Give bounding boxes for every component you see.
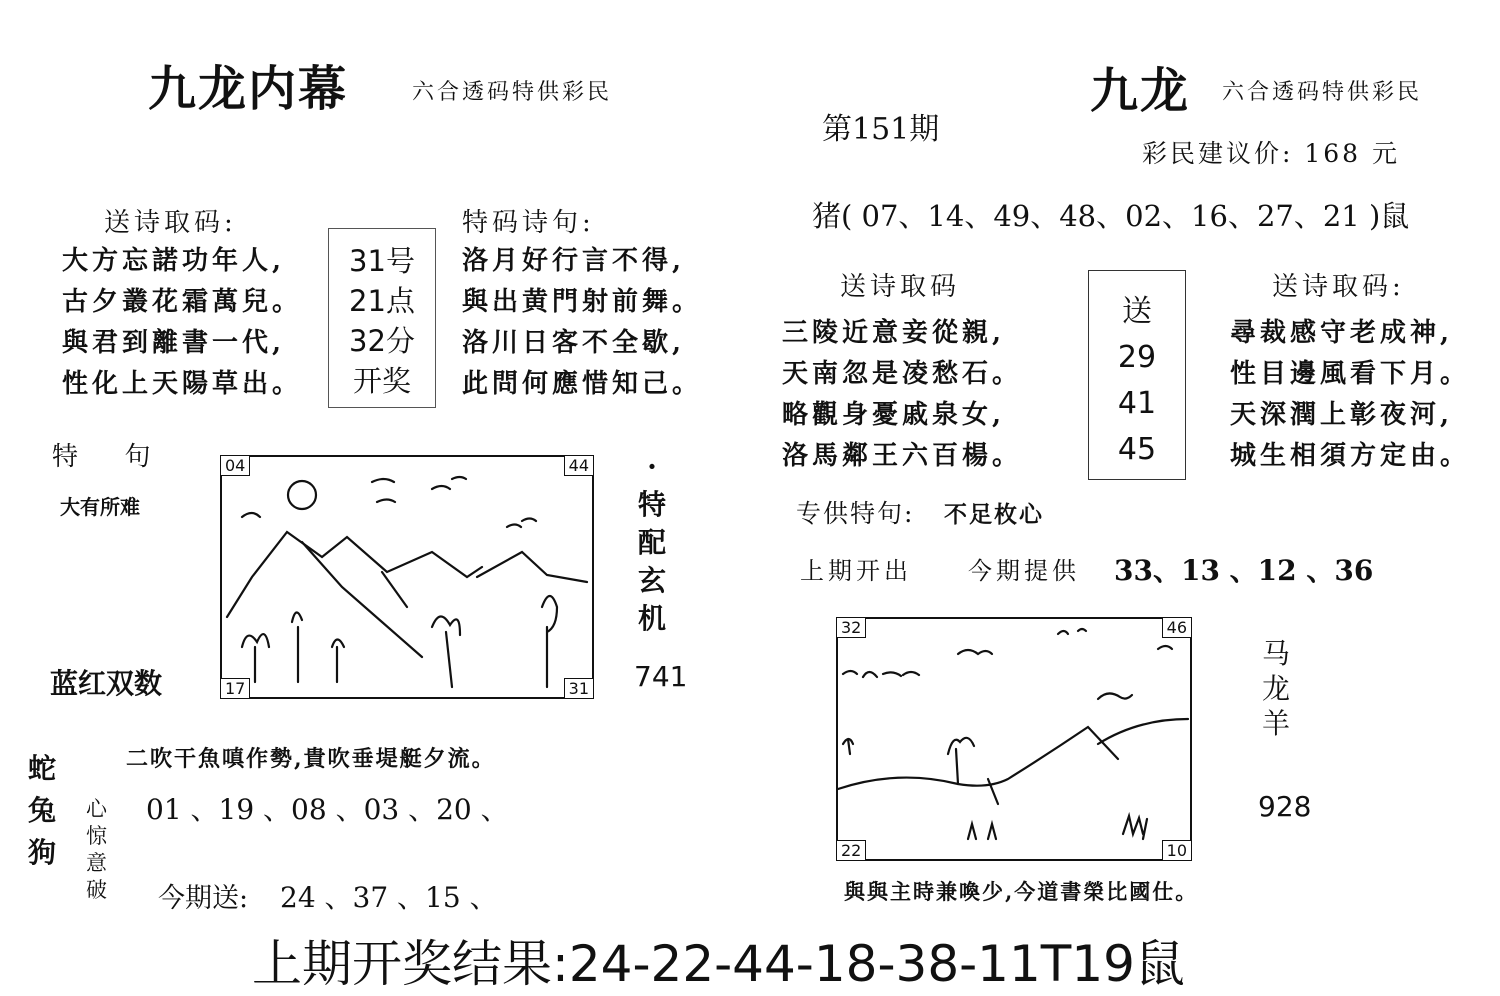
right-number: 928 xyxy=(1258,790,1312,823)
left-poem xyxy=(62,241,302,405)
hill-sketch xyxy=(838,619,1190,859)
side-label-left xyxy=(638,448,666,638)
char: 心 xyxy=(86,797,107,821)
poem-line: 與君到離書一代, xyxy=(62,328,286,358)
poem-line: 古夕叢花霜萬兒。 xyxy=(62,287,303,317)
poem-line: 性目邊風看下月。 xyxy=(1230,359,1471,389)
send-number: 45 xyxy=(1117,432,1157,467)
poem-line: 此問何應惜知己。 xyxy=(462,369,703,399)
zodiac-char: 兔 xyxy=(28,794,57,827)
zodiac-right xyxy=(1262,636,1290,741)
special-poem-heading: 特码诗句: xyxy=(462,208,595,238)
draw-time-box xyxy=(328,228,436,408)
poem-line: 洛月好行言不得, xyxy=(462,246,686,276)
send-numbers: 24 、37 、15 、 xyxy=(280,881,498,914)
dot-char: · xyxy=(647,450,657,483)
right-poem-left xyxy=(782,312,1022,476)
mountain-sketch xyxy=(222,457,592,697)
riddle-text: 二吹干魚嗔作勢,貴吹垂堤艇夕流。 xyxy=(126,746,496,772)
poem-line: 性化上天陽草出。 xyxy=(62,369,303,399)
phrase-text: 大有所难 xyxy=(60,495,140,519)
poem-line: 與出黄門射前舞。 xyxy=(462,287,703,317)
heart-label xyxy=(86,796,107,904)
special-poem xyxy=(462,241,702,405)
last-issue-label: 上期开出 xyxy=(800,557,912,585)
corner-number: 46 xyxy=(1162,617,1192,638)
landscape-illustration-left xyxy=(220,455,594,699)
left-poem-heading: 送诗取码: xyxy=(104,208,237,238)
poem-line: 大方忘諾功年人, xyxy=(62,246,286,276)
left-title: 九龙内幕 xyxy=(148,61,349,117)
color-number: 741 xyxy=(634,660,688,693)
send-char: 送 xyxy=(1122,294,1152,329)
draw-minute: 32分 xyxy=(349,324,415,358)
last-result-banner: 上期开奖结果:24-22-44-18-38-11T19鼠 xyxy=(252,935,1185,993)
char: 惊 xyxy=(86,824,107,848)
color-label: 蓝红双数 xyxy=(50,667,163,700)
poem-line: 略觀身憂戚泉女, xyxy=(782,400,1006,430)
pig-rat-numbers: 猪( 07、14、49、48、02、16、27、21 )鼠 xyxy=(812,199,1410,233)
draw-hour: 21点 xyxy=(349,284,415,318)
this-issue-numbers: 33、13 、12 、36 xyxy=(1114,554,1374,587)
zodiac-char: 羊 xyxy=(1262,707,1291,740)
special-phrase-label: 专供特句: xyxy=(796,499,915,528)
char: 破 xyxy=(86,878,107,902)
special-phrase-text: 不足枚心 xyxy=(944,501,1044,528)
phrase-label: 特 句 xyxy=(52,442,161,472)
corner-number: 04 xyxy=(220,455,250,476)
zodiac-char: 狗 xyxy=(28,836,57,869)
poem-line: 洛馬鄰王六百楊。 xyxy=(782,441,1023,471)
char: 意 xyxy=(86,851,107,875)
zodiac-char: 蛇 xyxy=(28,752,57,785)
landscape-illustration-right xyxy=(836,617,1192,861)
draw-number: 31号 xyxy=(349,244,415,278)
issue-number: 第151期 xyxy=(822,112,940,147)
send-number: 29 xyxy=(1117,340,1157,375)
corner-number: 10 xyxy=(1162,840,1192,861)
right-poem-heading-right: 送诗取码: xyxy=(1272,272,1405,302)
char: 机 xyxy=(638,602,667,635)
suggested-price: 彩民建议价: 168 元 xyxy=(1142,139,1401,168)
left-subtitle: 六合透码特供彩民 xyxy=(412,80,613,105)
poem-line: 天南忽是凌愁石。 xyxy=(782,359,1023,389)
corner-number: 44 xyxy=(564,455,594,476)
send-label: 今期送: xyxy=(158,883,249,914)
heart-numbers: 01 、19 、08 、03 、20 、 xyxy=(146,793,509,826)
corner-number: 31 xyxy=(564,678,594,699)
char: 特 xyxy=(638,488,667,521)
char: 玄 xyxy=(638,564,667,597)
draw-event: 开奖 xyxy=(352,364,411,398)
corner-number: 22 xyxy=(836,840,866,861)
corner-number: 17 xyxy=(220,678,250,699)
zodiac-left xyxy=(28,748,56,874)
right-caption: 與與主時兼喚少,今道書榮比國仕。 xyxy=(844,879,1199,904)
this-issue-label: 今期提供 xyxy=(968,557,1080,585)
poem-line: 城生相須方定由。 xyxy=(1230,441,1471,471)
poem-line: 洛川日客不全歇, xyxy=(462,328,686,358)
char: 配 xyxy=(638,526,667,559)
right-poem-right xyxy=(1230,312,1470,476)
poem-line: 三陵近意妾從親, xyxy=(782,318,1006,348)
corner-number: 32 xyxy=(836,617,866,638)
right-subtitle: 六合透码特供彩民 xyxy=(1222,80,1423,105)
zodiac-char: 马 xyxy=(1262,637,1291,670)
right-poem-heading-left: 送诗取码 xyxy=(840,272,961,302)
send-number: 41 xyxy=(1117,386,1157,421)
send-numbers-box xyxy=(1088,270,1186,480)
poem-line: 天深潤上彰夜河, xyxy=(1230,400,1454,430)
right-title: 九龙 xyxy=(1090,63,1191,119)
poem-line: 尋裁感守老成神, xyxy=(1230,318,1454,348)
zodiac-char: 龙 xyxy=(1262,672,1291,705)
